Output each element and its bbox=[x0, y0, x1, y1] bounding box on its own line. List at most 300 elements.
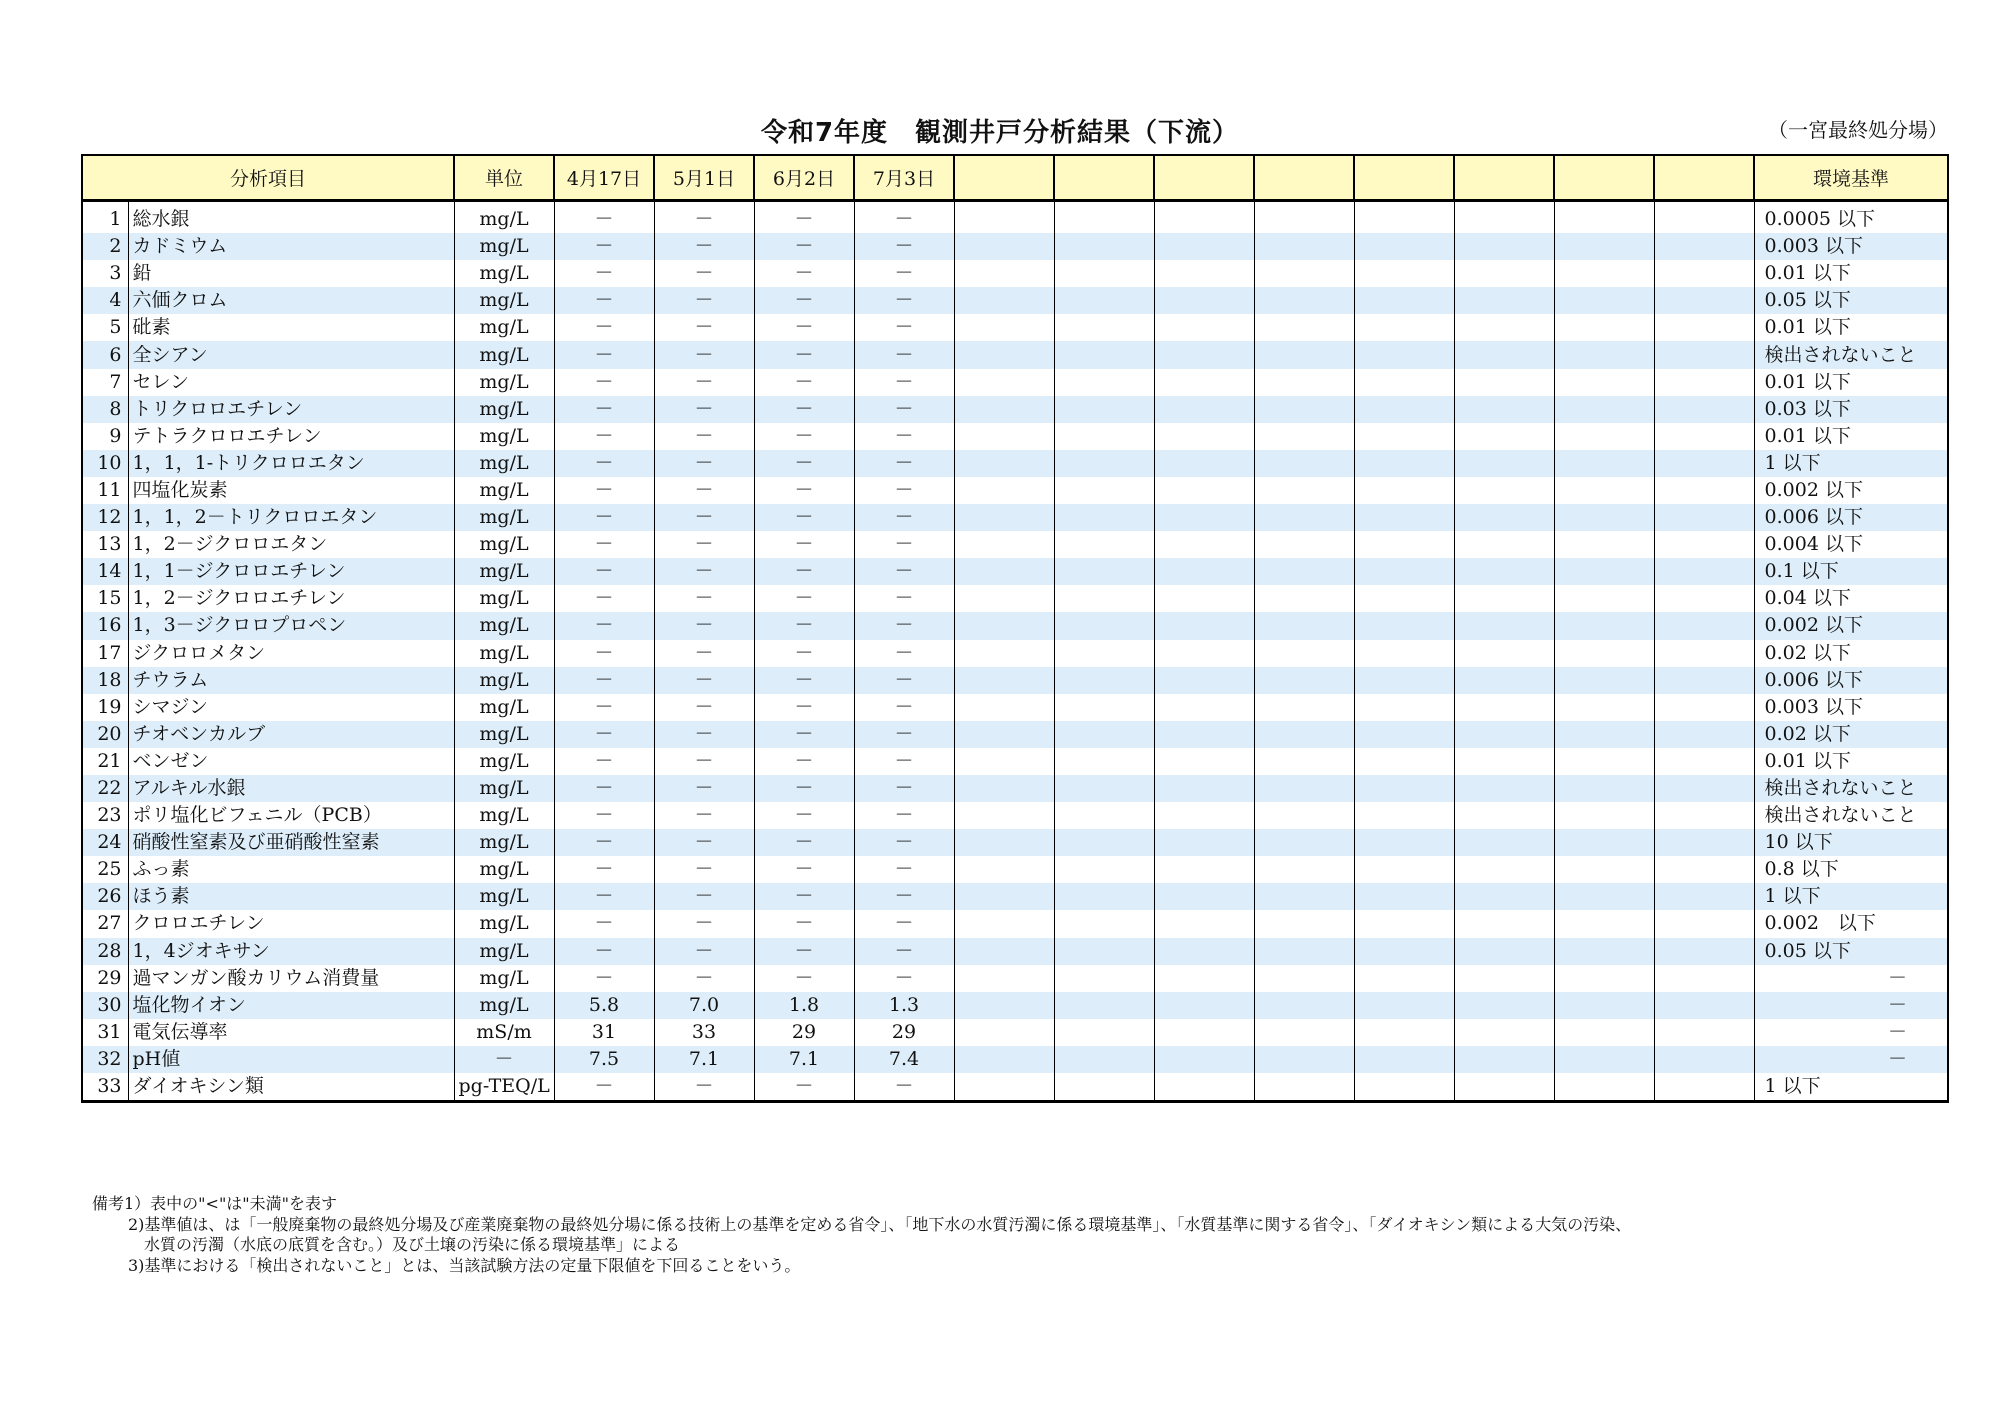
site-name: （一宮最終処分場） bbox=[1768, 118, 1948, 142]
empty-cell bbox=[1254, 206, 1354, 233]
row-number: 20 bbox=[82, 721, 128, 748]
row-number: 11 bbox=[82, 477, 128, 504]
table-row bbox=[82, 396, 1948, 423]
value-cell: － bbox=[854, 694, 954, 721]
standard-cell: 0.01 以下 bbox=[1754, 748, 1948, 775]
value-cell: － bbox=[754, 748, 854, 775]
empty-cell bbox=[1354, 341, 1454, 368]
value-cell: － bbox=[754, 721, 854, 748]
empty-cell bbox=[954, 829, 1054, 856]
empty-cell bbox=[954, 1046, 1054, 1073]
empty-cell bbox=[954, 531, 1054, 558]
empty-cell bbox=[1354, 396, 1454, 423]
value-cell: － bbox=[554, 585, 654, 612]
empty-cell bbox=[1654, 992, 1754, 1019]
row-number: 14 bbox=[82, 558, 128, 585]
value-cell: － bbox=[854, 775, 954, 802]
value-cell: 7.0 bbox=[654, 992, 754, 1019]
empty-cell bbox=[1454, 748, 1554, 775]
value-cell: － bbox=[854, 802, 954, 829]
empty-cell bbox=[1154, 802, 1254, 829]
empty-cell bbox=[1354, 910, 1454, 937]
value-cell: － bbox=[754, 504, 854, 531]
empty-cell bbox=[1354, 612, 1454, 639]
standard-cell: － bbox=[1754, 992, 1948, 1019]
row-number: 19 bbox=[82, 694, 128, 721]
row-number: 31 bbox=[82, 1019, 128, 1046]
empty-cell bbox=[1154, 341, 1254, 368]
empty-cell bbox=[1054, 396, 1154, 423]
empty-cell bbox=[1154, 640, 1254, 667]
empty-cell bbox=[1154, 396, 1254, 423]
value-cell: － bbox=[654, 775, 754, 802]
row-number: 27 bbox=[82, 910, 128, 937]
empty-cell bbox=[1454, 260, 1554, 287]
value-cell: － bbox=[554, 477, 654, 504]
empty-cell bbox=[1354, 802, 1454, 829]
empty-cell bbox=[1354, 1046, 1454, 1073]
standard-cell: － bbox=[1754, 1019, 1948, 1046]
empty-cell bbox=[1254, 1019, 1354, 1046]
item-name: カドミウム bbox=[128, 233, 454, 260]
standard-cell: 検出されないこと bbox=[1754, 802, 1948, 829]
value-cell: － bbox=[654, 667, 754, 694]
item-name: アルキル水銀 bbox=[128, 775, 454, 802]
empty-cell bbox=[1654, 341, 1754, 368]
value-cell: － bbox=[754, 233, 854, 260]
empty-cell bbox=[1354, 233, 1454, 260]
empty-cell bbox=[1454, 802, 1554, 829]
standard-cell: － bbox=[1754, 965, 1948, 992]
standard-cell: 0.002 以下 bbox=[1754, 477, 1948, 504]
empty-cell bbox=[1454, 233, 1554, 260]
row-number: 17 bbox=[82, 640, 128, 667]
item-name: 1，1，2－トリクロロエタン bbox=[128, 504, 454, 531]
value-cell: － bbox=[854, 450, 954, 477]
empty-cell bbox=[1354, 1019, 1454, 1046]
empty-cell bbox=[954, 341, 1054, 368]
empty-cell bbox=[1254, 910, 1354, 937]
item-name: テトラクロロエチレン bbox=[128, 423, 454, 450]
empty-cell bbox=[1654, 883, 1754, 910]
item-name: ふっ素 bbox=[128, 856, 454, 883]
empty-cell bbox=[1554, 558, 1654, 585]
table-row bbox=[82, 369, 1948, 396]
row-number: 3 bbox=[82, 260, 128, 287]
analysis-results-table bbox=[81, 154, 1949, 1103]
empty-cell bbox=[1454, 558, 1554, 585]
row-number: 13 bbox=[82, 531, 128, 558]
item-name: 過マンガン酸カリウム消費量 bbox=[128, 965, 454, 992]
value-cell: － bbox=[854, 477, 954, 504]
empty-cell bbox=[1354, 423, 1454, 450]
value-cell: － bbox=[754, 585, 854, 612]
empty-cell bbox=[1554, 341, 1654, 368]
value-cell: － bbox=[654, 423, 754, 450]
value-cell: － bbox=[554, 504, 654, 531]
header-item: 分析項目 bbox=[82, 155, 454, 201]
standard-cell: 0.02 以下 bbox=[1754, 721, 1948, 748]
value-cell: － bbox=[754, 856, 854, 883]
empty-cell bbox=[1254, 856, 1354, 883]
empty-cell bbox=[1354, 856, 1454, 883]
value-cell: － bbox=[554, 260, 654, 287]
empty-cell bbox=[1254, 640, 1354, 667]
table-row bbox=[82, 802, 1948, 829]
unit-cell: mg/L bbox=[454, 585, 554, 612]
table-row bbox=[82, 856, 1948, 883]
empty-cell bbox=[1654, 640, 1754, 667]
standard-cell: 0.003 以下 bbox=[1754, 233, 1948, 260]
empty-cell bbox=[1154, 1019, 1254, 1046]
standard-cell: 0.1 以下 bbox=[1754, 558, 1948, 585]
empty-cell bbox=[1554, 965, 1654, 992]
item-name: チオベンカルブ bbox=[128, 721, 454, 748]
empty-cell bbox=[1654, 396, 1754, 423]
empty-cell bbox=[954, 585, 1054, 612]
notes bbox=[92, 1194, 1631, 1276]
table-row bbox=[82, 423, 1948, 450]
value-cell: 7.4 bbox=[854, 1046, 954, 1073]
value-cell: － bbox=[554, 558, 654, 585]
empty-cell bbox=[954, 287, 1054, 314]
empty-cell bbox=[954, 748, 1054, 775]
empty-cell bbox=[954, 558, 1054, 585]
empty-cell bbox=[1554, 802, 1654, 829]
empty-cell bbox=[1654, 585, 1754, 612]
standard-cell: 0.01 以下 bbox=[1754, 260, 1948, 287]
item-name: セレン bbox=[128, 369, 454, 396]
empty-cell bbox=[1554, 910, 1654, 937]
value-cell: － bbox=[654, 910, 754, 937]
standard-cell: 1 以下 bbox=[1754, 450, 1948, 477]
empty-cell bbox=[1254, 721, 1354, 748]
value-cell: － bbox=[854, 612, 954, 639]
empty-cell bbox=[1454, 667, 1554, 694]
empty-cell bbox=[1654, 1019, 1754, 1046]
empty-cell bbox=[1554, 314, 1654, 341]
value-cell: － bbox=[754, 1073, 854, 1102]
standard-cell: 0.004 以下 bbox=[1754, 531, 1948, 558]
empty-cell bbox=[1454, 314, 1554, 341]
empty-cell bbox=[1554, 667, 1654, 694]
item-name: pH値 bbox=[128, 1046, 454, 1073]
empty-cell bbox=[1054, 640, 1154, 667]
empty-cell bbox=[1054, 233, 1154, 260]
value-cell: 7.5 bbox=[554, 1046, 654, 1073]
empty-cell bbox=[954, 314, 1054, 341]
empty-cell bbox=[1454, 938, 1554, 965]
value-cell: － bbox=[854, 938, 954, 965]
item-name: 総水銀 bbox=[128, 206, 454, 233]
item-name: 1，4ジオキサン bbox=[128, 938, 454, 965]
empty-cell bbox=[1154, 450, 1254, 477]
empty-cell bbox=[1554, 233, 1654, 260]
empty-cell bbox=[1654, 369, 1754, 396]
empty-cell bbox=[954, 910, 1054, 937]
value-cell: － bbox=[654, 1073, 754, 1102]
empty-cell bbox=[1654, 260, 1754, 287]
empty-cell bbox=[1454, 910, 1554, 937]
empty-cell bbox=[1054, 721, 1154, 748]
item-name: チウラム bbox=[128, 667, 454, 694]
unit-cell: mg/L bbox=[454, 558, 554, 585]
standard-cell: 0.01 以下 bbox=[1754, 314, 1948, 341]
item-name: 四塩化炭素 bbox=[128, 477, 454, 504]
empty-cell bbox=[954, 396, 1054, 423]
table-row bbox=[82, 612, 1948, 639]
empty-cell bbox=[1354, 260, 1454, 287]
empty-cell bbox=[1654, 558, 1754, 585]
standard-cell: 0.01 以下 bbox=[1754, 369, 1948, 396]
value-cell: － bbox=[754, 640, 854, 667]
empty-cell bbox=[1254, 667, 1354, 694]
empty-cell bbox=[1254, 802, 1354, 829]
empty-cell bbox=[1154, 612, 1254, 639]
empty-cell bbox=[1354, 775, 1454, 802]
row-number: 26 bbox=[82, 883, 128, 910]
empty-cell bbox=[1654, 856, 1754, 883]
table-row bbox=[82, 938, 1948, 965]
value-cell: － bbox=[554, 450, 654, 477]
value-cell: － bbox=[854, 206, 954, 233]
table-row bbox=[82, 287, 1948, 314]
empty-cell bbox=[1254, 938, 1354, 965]
header-standard: 環境基準 bbox=[1754, 155, 1948, 201]
empty-cell bbox=[954, 721, 1054, 748]
value-cell: － bbox=[654, 938, 754, 965]
standard-cell: － bbox=[1754, 1046, 1948, 1073]
empty-cell bbox=[1354, 829, 1454, 856]
empty-cell bbox=[1254, 612, 1354, 639]
empty-cell bbox=[1554, 694, 1654, 721]
value-cell: 33 bbox=[654, 1019, 754, 1046]
empty-cell bbox=[1054, 748, 1154, 775]
empty-cell bbox=[1154, 883, 1254, 910]
empty-cell bbox=[1654, 938, 1754, 965]
value-cell: － bbox=[754, 965, 854, 992]
empty-cell bbox=[1454, 396, 1554, 423]
value-cell: － bbox=[654, 802, 754, 829]
value-cell: － bbox=[854, 287, 954, 314]
value-cell: － bbox=[854, 341, 954, 368]
empty-cell bbox=[1054, 504, 1154, 531]
item-name: クロロエチレン bbox=[128, 910, 454, 937]
empty-cell bbox=[1454, 829, 1554, 856]
empty-cell bbox=[1454, 965, 1554, 992]
empty-cell bbox=[1554, 883, 1654, 910]
unit-cell: mg/L bbox=[454, 829, 554, 856]
value-cell: － bbox=[654, 287, 754, 314]
value-cell: － bbox=[654, 314, 754, 341]
empty-cell bbox=[1454, 883, 1554, 910]
value-cell: － bbox=[654, 585, 754, 612]
empty-cell bbox=[1054, 287, 1154, 314]
value-cell: － bbox=[654, 856, 754, 883]
value-cell: － bbox=[754, 287, 854, 314]
empty-cell bbox=[954, 612, 1054, 639]
value-cell: － bbox=[554, 369, 654, 396]
item-name: ジクロロメタン bbox=[128, 640, 454, 667]
empty-cell bbox=[1254, 1073, 1354, 1102]
empty-cell bbox=[1054, 992, 1154, 1019]
value-cell: － bbox=[754, 667, 854, 694]
value-cell: － bbox=[654, 558, 754, 585]
empty-cell bbox=[1254, 775, 1354, 802]
item-name: 塩化物イオン bbox=[128, 992, 454, 1019]
value-cell: － bbox=[854, 260, 954, 287]
empty-cell bbox=[1454, 612, 1554, 639]
value-cell: － bbox=[754, 910, 854, 937]
empty-cell bbox=[1054, 341, 1154, 368]
standard-cell: 0.006 以下 bbox=[1754, 667, 1948, 694]
value-cell: － bbox=[854, 233, 954, 260]
row-number: 7 bbox=[82, 369, 128, 396]
row-number: 18 bbox=[82, 667, 128, 694]
empty-cell bbox=[1254, 829, 1354, 856]
empty-cell bbox=[1554, 477, 1654, 504]
table-row bbox=[82, 721, 1948, 748]
value-cell: － bbox=[854, 965, 954, 992]
empty-cell bbox=[1354, 1073, 1454, 1102]
empty-cell bbox=[1354, 206, 1454, 233]
empty-cell bbox=[1054, 883, 1154, 910]
empty-cell bbox=[1654, 802, 1754, 829]
value-cell: － bbox=[854, 721, 954, 748]
empty-cell bbox=[954, 667, 1054, 694]
empty-cell bbox=[1354, 965, 1454, 992]
value-cell: － bbox=[554, 341, 654, 368]
empty-cell bbox=[954, 504, 1054, 531]
note-2-continued: 水質の汚濁（水底の底質を含む。）及び土壌の汚染に係る環境基準」による bbox=[144, 1235, 681, 1254]
unit-cell: mg/L bbox=[454, 396, 554, 423]
value-cell: － bbox=[554, 748, 654, 775]
value-cell: － bbox=[554, 287, 654, 314]
item-name: 全シアン bbox=[128, 341, 454, 368]
value-cell: 5.8 bbox=[554, 992, 654, 1019]
empty-cell bbox=[1154, 667, 1254, 694]
value-cell: － bbox=[854, 1073, 954, 1102]
empty-cell bbox=[1054, 802, 1154, 829]
empty-cell bbox=[1654, 667, 1754, 694]
row-number: 10 bbox=[82, 450, 128, 477]
empty-cell bbox=[1354, 883, 1454, 910]
empty-cell bbox=[1354, 721, 1454, 748]
empty-cell bbox=[1254, 694, 1354, 721]
row-number: 9 bbox=[82, 423, 128, 450]
empty-cell bbox=[1154, 1073, 1254, 1102]
empty-cell bbox=[1054, 829, 1154, 856]
empty-cell bbox=[1154, 965, 1254, 992]
value-cell: － bbox=[554, 233, 654, 260]
empty-cell bbox=[1054, 612, 1154, 639]
standard-cell: 0.02 以下 bbox=[1754, 640, 1948, 667]
empty-cell bbox=[1454, 694, 1554, 721]
value-cell: － bbox=[654, 369, 754, 396]
standard-cell: 0.002 以下 bbox=[1754, 612, 1948, 639]
table-row bbox=[82, 206, 1948, 233]
empty-cell bbox=[1654, 612, 1754, 639]
value-cell: － bbox=[854, 585, 954, 612]
empty-cell bbox=[1354, 477, 1454, 504]
value-cell: － bbox=[854, 748, 954, 775]
value-cell: － bbox=[654, 206, 754, 233]
empty-cell bbox=[1554, 938, 1654, 965]
empty-cell bbox=[1154, 206, 1254, 233]
empty-cell bbox=[954, 233, 1054, 260]
unit-cell: mg/L bbox=[454, 965, 554, 992]
table-row bbox=[82, 1073, 1948, 1102]
empty-cell bbox=[954, 423, 1054, 450]
table-row bbox=[82, 1019, 1948, 1046]
empty-cell bbox=[1654, 287, 1754, 314]
header-blank bbox=[1654, 155, 1754, 201]
empty-cell bbox=[1554, 1019, 1654, 1046]
value-cell: － bbox=[854, 856, 954, 883]
value-cell: － bbox=[854, 314, 954, 341]
value-cell: － bbox=[554, 965, 654, 992]
value-cell: － bbox=[854, 369, 954, 396]
note-3: 3)基準における「検出されないこと」とは、当該試験方法の定量下限値を下回ることをいう。 bbox=[128, 1255, 801, 1275]
value-cell: － bbox=[654, 721, 754, 748]
row-number: 28 bbox=[82, 938, 128, 965]
empty-cell bbox=[1454, 992, 1554, 1019]
value-cell: － bbox=[554, 883, 654, 910]
row-number: 25 bbox=[82, 856, 128, 883]
empty-cell bbox=[1454, 531, 1554, 558]
value-cell: － bbox=[754, 612, 854, 639]
unit-cell: mg/L bbox=[454, 775, 554, 802]
header-date-3: 6月2日 bbox=[754, 155, 854, 201]
value-cell: － bbox=[754, 260, 854, 287]
empty-cell bbox=[1554, 1046, 1654, 1073]
header-blank bbox=[1354, 155, 1454, 201]
table-row bbox=[82, 260, 1948, 287]
page-title: 令和7年度 観測井戸分析結果（下流） bbox=[760, 118, 1240, 148]
standard-cell: 0.05 以下 bbox=[1754, 938, 1948, 965]
empty-cell bbox=[1054, 856, 1154, 883]
value-cell: 1.3 bbox=[854, 992, 954, 1019]
table-row bbox=[82, 341, 1948, 368]
empty-cell bbox=[1154, 694, 1254, 721]
empty-cell bbox=[1154, 531, 1254, 558]
value-cell: － bbox=[654, 504, 754, 531]
row-number: 5 bbox=[82, 314, 128, 341]
value-cell: － bbox=[654, 829, 754, 856]
standard-cell: 1 以下 bbox=[1754, 1073, 1948, 1102]
value-cell: － bbox=[754, 396, 854, 423]
empty-cell bbox=[1254, 531, 1354, 558]
standard-cell: 0.01 以下 bbox=[1754, 423, 1948, 450]
table-row bbox=[82, 558, 1948, 585]
value-cell: 29 bbox=[754, 1019, 854, 1046]
empty-cell bbox=[1054, 1019, 1154, 1046]
unit-cell: mS/m bbox=[454, 1019, 554, 1046]
empty-cell bbox=[954, 369, 1054, 396]
value-cell: － bbox=[754, 341, 854, 368]
empty-cell bbox=[1354, 585, 1454, 612]
value-cell: － bbox=[554, 938, 654, 965]
standard-cell: 0.03 以下 bbox=[1754, 396, 1948, 423]
standard-cell: 1 以下 bbox=[1754, 883, 1948, 910]
empty-cell bbox=[1554, 748, 1654, 775]
standard-cell: 10 以下 bbox=[1754, 829, 1948, 856]
empty-cell bbox=[954, 856, 1054, 883]
empty-cell bbox=[1254, 748, 1354, 775]
empty-cell bbox=[954, 992, 1054, 1019]
value-cell: － bbox=[754, 829, 854, 856]
table-row bbox=[82, 477, 1948, 504]
